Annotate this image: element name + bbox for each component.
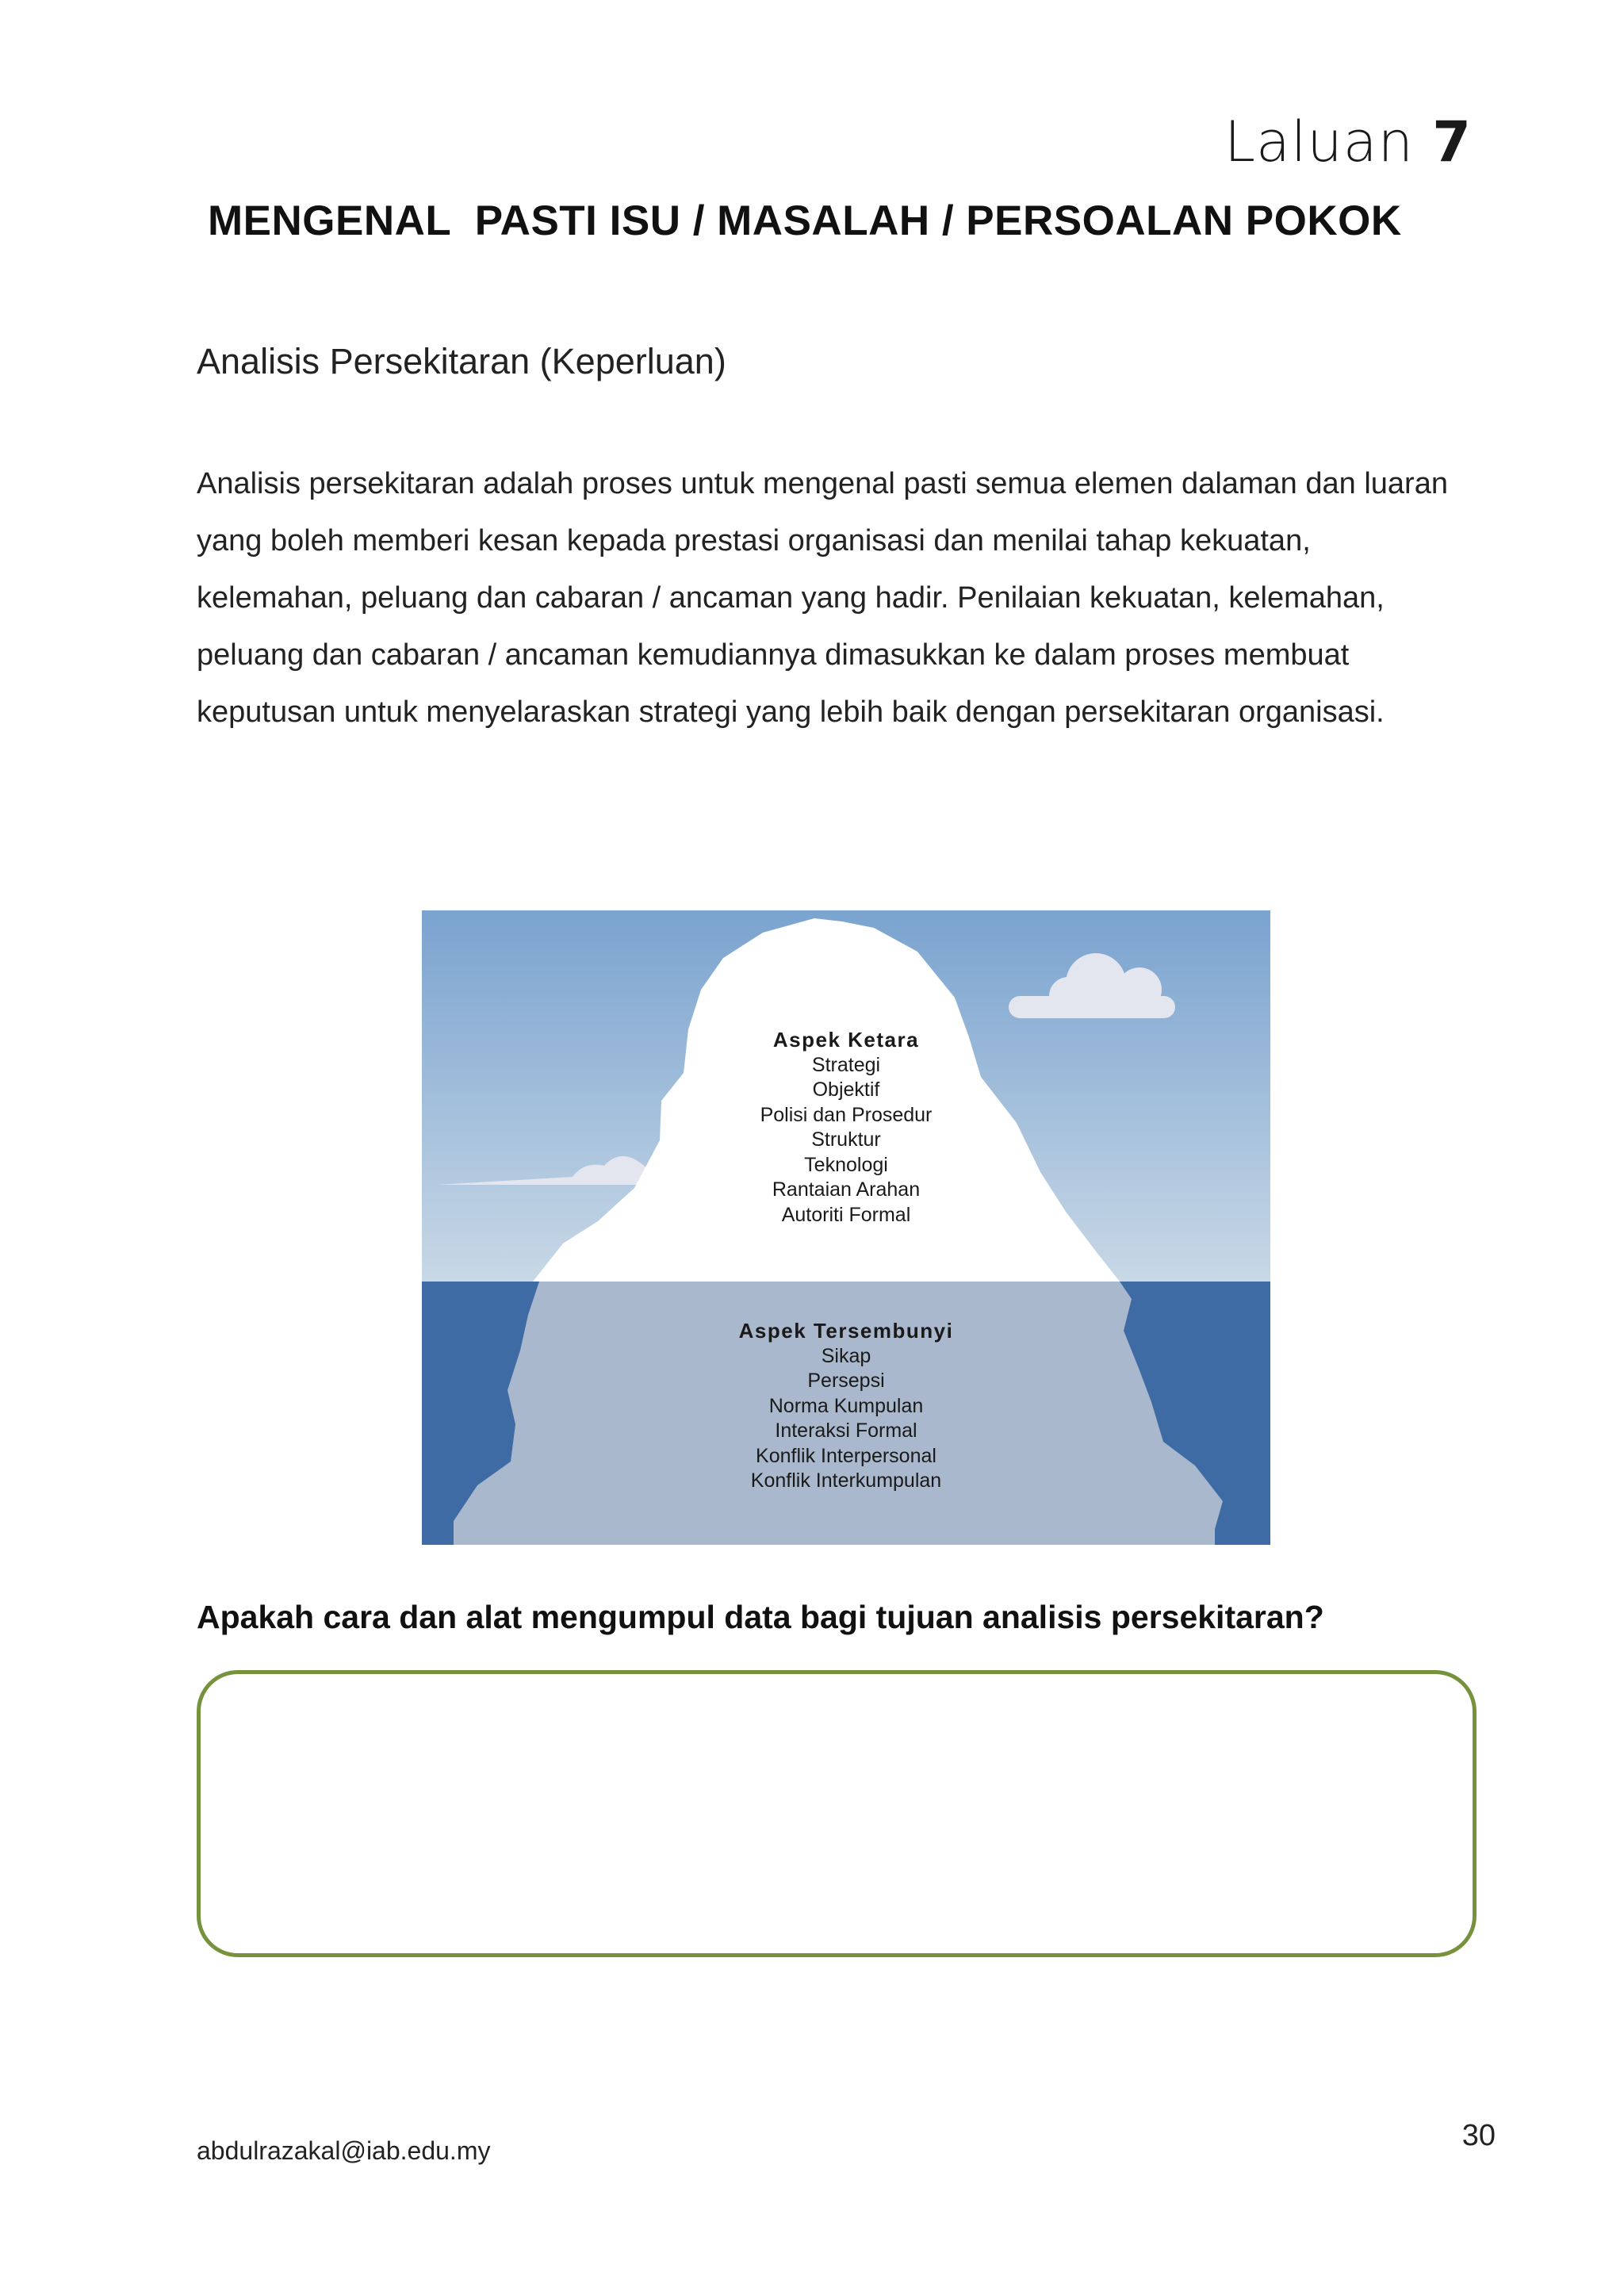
hidden-aspect-item: Interaksi Formal bbox=[775, 1420, 917, 1442]
hidden-aspects-title: Aspek Tersembunyi bbox=[738, 1319, 954, 1343]
visible-aspect-item: Polisi dan Prosedur bbox=[760, 1103, 933, 1126]
answer-box[interactable] bbox=[197, 1670, 1477, 1957]
hidden-aspect-item: Sikap bbox=[821, 1344, 871, 1367]
hidden-aspects-text bbox=[422, 1319, 1270, 1494]
visible-aspects-title: Aspek Ketara bbox=[772, 1028, 920, 1052]
laluan-label bbox=[1224, 109, 1472, 174]
visible-aspect-item: Objektif bbox=[812, 1079, 880, 1101]
visible-aspect-item: Strategi bbox=[811, 1053, 881, 1076]
visible-aspect-item: Rantaian Arahan bbox=[772, 1178, 921, 1201]
visible-aspect-item: Autoriti Formal bbox=[781, 1203, 911, 1226]
question-prompt: Apakah cara dan alat mengumpul data bagi tujuan analisis persekitaran? bbox=[197, 1599, 1324, 1635]
body-paragraph: Analisis persekitaran adalah proses untuk mengenal pasti semua elemen dalaman dan luaran yang boleh memberi kesan kepada prestasi organisasi dan menilai tahap kekuatan, kelemahan, peluang dan cabaran / ancaman yang hadir. Penilaian kekuatan, kelemahan, peluang dan cabaran / ancaman kemudiannya dimasukkan ke dalam proses membuat keputusan untuk menyelaraskan strategi yang lebih baik dengan persekitaran organisasi. bbox=[197, 467, 1448, 729]
laluan-number: 7 bbox=[1432, 109, 1472, 174]
visible-aspect-item: Teknologi bbox=[804, 1153, 888, 1176]
hidden-aspect-item: Konflik Interpersonal bbox=[756, 1444, 936, 1467]
page-title: MENGENAL PASTI ISU / MASALAH / PERSOALAN POKOK bbox=[208, 197, 1402, 244]
footer-email: abdulrazakal@iab.edu.my bbox=[197, 2136, 491, 2165]
section-heading: Analisis Persekitaran (Keperluan) bbox=[197, 341, 726, 381]
hidden-aspect-item: Persepsi bbox=[807, 1370, 885, 1392]
iceberg-figure bbox=[422, 910, 1270, 1545]
visible-aspect-item: Struktur bbox=[811, 1128, 881, 1151]
page-number: 30 bbox=[1461, 2119, 1496, 2152]
visible-aspects-text bbox=[422, 1028, 1270, 1228]
hidden-aspect-item: Konflik Interkumpulan bbox=[750, 1469, 942, 1492]
hidden-aspect-item: Norma Kumpulan bbox=[768, 1394, 924, 1417]
laluan-word: Laluan bbox=[1224, 109, 1415, 174]
